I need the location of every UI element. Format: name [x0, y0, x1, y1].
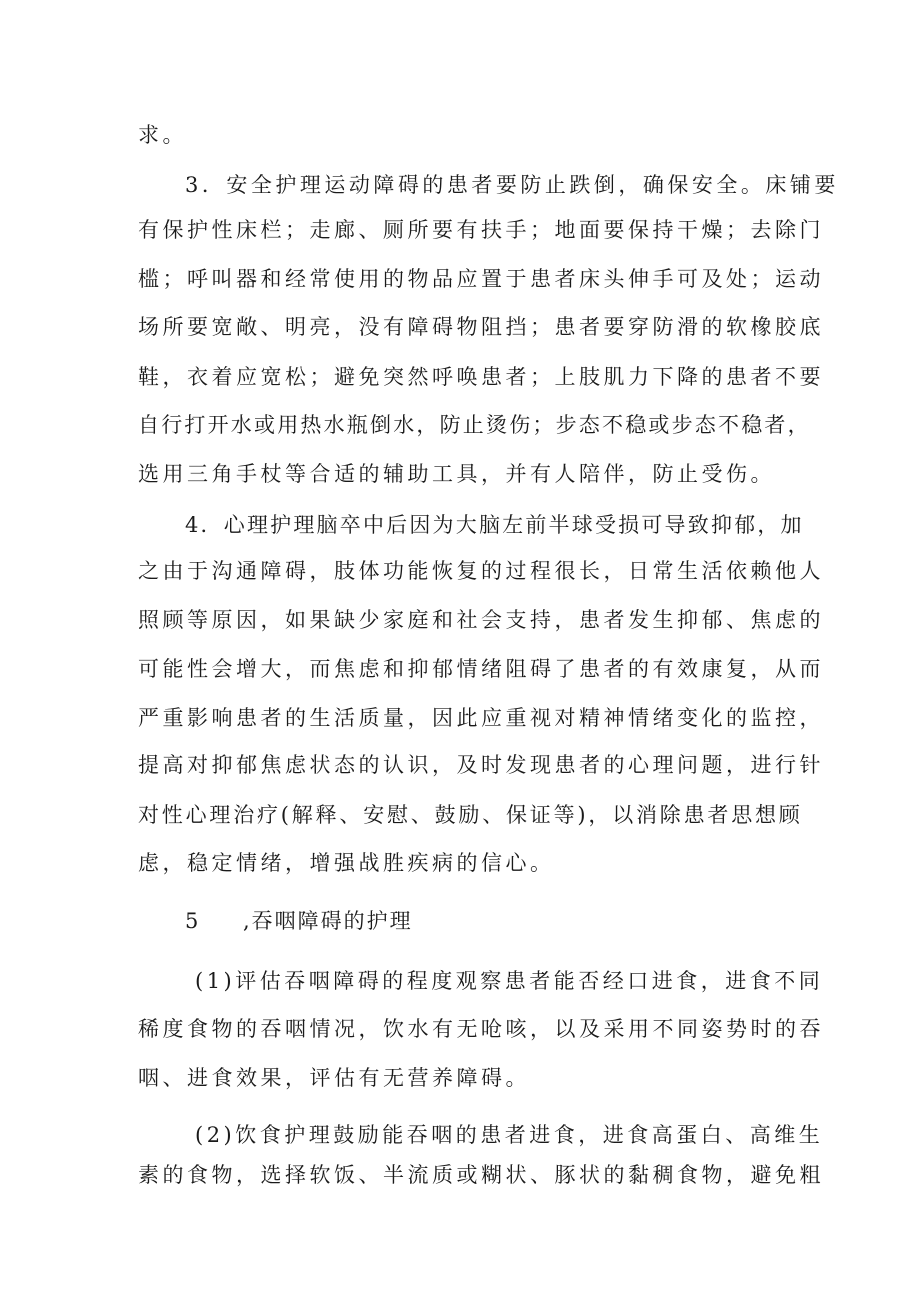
subsection-1-heading-line: (1)评估吞咽障碍的程度观察患者能否经口进食，进食不同: [195, 969, 824, 993]
section-5-heading: [185, 906, 413, 936]
paragraph-4-heading-line: 4．心理护理脑卒中后因为大脑左前半球受损可导致抑郁，加: [185, 513, 804, 537]
text-line: 求。: [138, 123, 187, 147]
text-line: 之由于沟通障碍，肢体功能恢复的过程很长，日常生活依赖他人: [138, 559, 824, 583]
text-line: 自行打开水或用热水瓶倒水，防止烫伤；步态不稳或步态不稳者，: [138, 413, 811, 437]
text-line: 对性心理治疗(解释、安慰、鼓励、保证等)，以消除患者思想顾: [138, 803, 802, 827]
section-number: 5: [185, 909, 201, 933]
section-title: ,吞咽障碍的护理: [243, 909, 413, 933]
text-line: 鞋，衣着应宽松；避免突然呼唤患者；上肢肌力下降的患者不要: [138, 365, 824, 389]
text-line: 提高对抑郁焦虑状态的认识，及时发现患者的心理问题，进行针: [138, 753, 824, 777]
text-line: 有保护性床栏；走廊、厕所要有扶手；地面要保持干燥；去除门: [138, 218, 824, 242]
text-line: 虑，稳定情绪，增强战胜疾病的信心。: [138, 851, 555, 875]
text-line: 素的食物，选择软饭、半流质或糊状、豚状的黏稠食物，避免粗: [138, 1163, 824, 1187]
text-line: 选用三角手杖等合适的辅助工具，并有人陪伴，防止受伤。: [138, 462, 775, 486]
text-line: 稀度食物的吞咽情况，饮水有无呛咳，以及采用不同姿势时的吞: [138, 1017, 824, 1041]
text-line: 咽、进食效果，评估有无营养障碍。: [138, 1066, 530, 1090]
paragraph-3-heading-line: 3．安全护理运动障碍的患者要防止跌倒，确保安全。床铺要: [185, 173, 839, 197]
text-line: 照顾等原因，如果缺少家庭和社会支持，患者发生抑郁、焦虑的: [138, 608, 824, 632]
subsection-2-heading-line: (2)饮食护理鼓励能吞咽的患者进食，进食高蛋白、高维生: [195, 1123, 824, 1147]
text-line: 槛；呼叫器和经常使用的物品应置于患者床头伸手可及处；运动: [138, 267, 824, 291]
text-line: 严重影响患者的生活质量，因此应重视对精神情绪变化的监控，: [138, 706, 824, 730]
text-line: 可能性会增大，而焦虑和抑郁情绪阻碍了患者的有效康复，从而: [138, 657, 824, 681]
text-line: 场所要宽敞、明亮，没有障碍物阻挡；患者要穿防滑的软橡胶底: [138, 315, 824, 339]
